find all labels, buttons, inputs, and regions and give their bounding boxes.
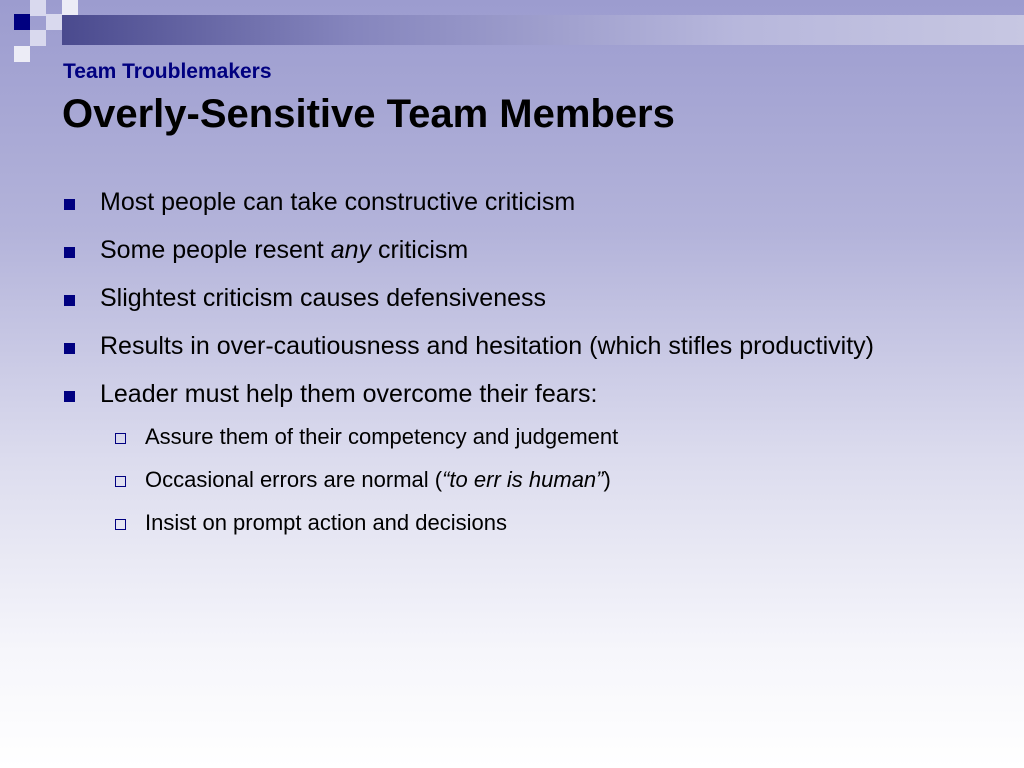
bullet-text: Results in over-cautiousness and hesitation (which stifles productivity): [100, 332, 874, 360]
filled-square-bullet-icon: [64, 199, 75, 210]
bullet-text: Most people can take constructive criticism: [100, 188, 576, 216]
sub-bullet-item: [60, 510, 960, 536]
sub-bullet-text: Assure them of their competency and judgement: [145, 424, 619, 449]
sub-bullet-item: [60, 467, 960, 493]
bullet-list: [60, 188, 960, 553]
bullet-item: [60, 236, 960, 265]
sub-bullet-text-emphasis: “to err is human”: [442, 467, 604, 492]
bullet-item: [60, 188, 960, 217]
sub-bullet-text: Insist on prompt action and decisions: [145, 510, 507, 535]
filled-square-bullet-icon: [64, 295, 75, 306]
sub-bullet-text-after: ): [603, 467, 611, 492]
sub-bullet-text-before: Occasional errors are normal (: [145, 467, 443, 492]
corner-square-decoration: [62, 0, 78, 16]
bullet-item: [60, 284, 960, 313]
bullet-text: Slightest criticism causes defensiveness: [100, 284, 547, 312]
hollow-square-bullet-icon: [115, 433, 126, 444]
slide-title: Overly-Sensitive Team Members: [62, 92, 675, 136]
filled-square-bullet-icon: [64, 247, 75, 258]
bullet-text: Leader must help them overcome their fears:: [100, 380, 598, 408]
corner-square-decoration: [14, 46, 30, 62]
bullet-item: [60, 380, 960, 409]
header-band: [62, 15, 1024, 45]
filled-square-bullet-icon: [64, 391, 75, 402]
slide-subtitle: Team Troublemakers: [63, 60, 272, 83]
corner-square-decoration: [14, 14, 30, 30]
bullet-text-emphasis: any: [330, 236, 372, 264]
bullet-text-before: Some people resent: [100, 236, 331, 264]
bullet-text-after: criticism: [371, 236, 469, 264]
bullet-item: [60, 332, 960, 361]
corner-square-decoration: [30, 0, 46, 16]
corner-square-decoration: [30, 30, 46, 46]
hollow-square-bullet-icon: [115, 519, 126, 530]
filled-square-bullet-icon: [64, 343, 75, 354]
sub-bullet-item: [60, 424, 960, 450]
hollow-square-bullet-icon: [115, 476, 126, 487]
corner-square-decoration: [46, 14, 62, 30]
